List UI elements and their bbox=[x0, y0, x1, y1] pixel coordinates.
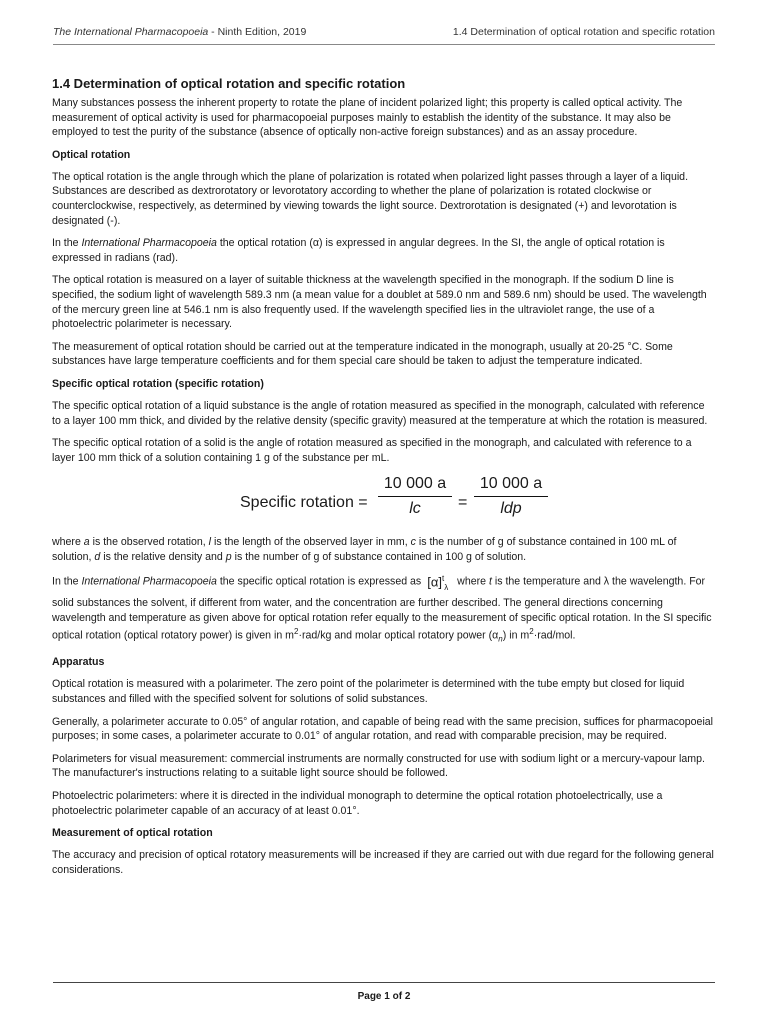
text-run: the specific optical rotation is expressed as bbox=[216, 575, 422, 588]
italic-run: International Pharmacopoeia bbox=[81, 575, 217, 588]
superscript: 2 bbox=[294, 627, 299, 637]
formula-denominator: ldp bbox=[500, 500, 522, 518]
footer-divider bbox=[53, 982, 715, 983]
heading-optical-rotation: Optical rotation bbox=[52, 148, 131, 161]
header-edition: - Ninth Edition, 2019 bbox=[208, 26, 307, 38]
symbol-subscript: λ bbox=[444, 583, 449, 593]
formula-denominator: lc bbox=[409, 500, 421, 518]
formula-fraction-2 bbox=[474, 474, 548, 519]
apparatus-p4: Photoelectric polarimeters: where it is directed in the individual monograph to determine the optical rotation photoelectrically, use a photoelectric polarimeter capable of an accuracy of at least 0.01°. bbox=[52, 789, 663, 817]
header-left bbox=[53, 26, 306, 38]
measurement-p1: The accuracy and precision of optical rotatory measurements will be increased if they are carried out with due regard for the following general considerations. bbox=[52, 849, 714, 876]
optical-rotation-p2 bbox=[52, 236, 716, 265]
variable-l: l bbox=[208, 536, 212, 549]
text-run: In the bbox=[52, 575, 82, 588]
subscript-n: n bbox=[498, 634, 503, 644]
apparatus-p1: Optical rotation is measured with a polarimeter. The zero point of the polarimeter is determined with the tube empty but closed for liquid substances and filled with the specified solvent for solutions of solid substances. bbox=[52, 678, 685, 705]
optical-rotation-p4: The measurement of optical rotation should be carried out at the temperature indicated in the monograph, usually at 20-25 °C. Some substances have large temperature coefficients and for them special care should be taken to adjust the temperature indicated. bbox=[52, 340, 673, 368]
heading-measurement: Measurement of optical rotation bbox=[52, 827, 213, 840]
specific-rotation-p1: The specific optical rotation of a liquid substance is the angle of rotation measured as specified in the monograph, calculated with reference to a layer 100 mm thick, and divided by the relative density (specific gravity) measured at the temperature at which the rotation is measured. bbox=[52, 399, 708, 427]
text-run: ) in m bbox=[502, 629, 530, 642]
formula-fraction-1 bbox=[378, 474, 452, 519]
heading-apparatus: Apparatus bbox=[52, 656, 105, 669]
formula-numerator: 10 000 a bbox=[474, 474, 548, 497]
formula-definitions bbox=[52, 535, 716, 564]
apparatus-p2: Generally, a polarimeter accurate to 0.05° of angular rotation, and capable of being read with the same precision, suffices for pharmacopoeial purposes; in some cases, a polarimeter accurate to 0.01° of angular rotation, and read with comparable precision, may be required. bbox=[52, 715, 714, 743]
variable-p: p bbox=[225, 550, 232, 563]
symbol-bracket-alpha: [α] bbox=[427, 574, 442, 590]
page-header bbox=[53, 26, 715, 46]
specific-rotation-symbol bbox=[421, 572, 454, 596]
optical-rotation-p1: The optical rotation is the angle through which the plane of polarization is rotated when polarized light passes through a layer of a liquid. Substances are described as dextrorotatory or levorotatory according to whether the plane of polarization is rotated clockwise or counterclockwise, respectively, as determined by viewing towards the light source. Dextrorotation is designated (+) and levorotation is designated (-). bbox=[52, 170, 689, 227]
text-run: is the observed rotation, bbox=[89, 536, 209, 549]
text-run: where bbox=[454, 575, 489, 588]
superscript: 2 bbox=[529, 627, 534, 637]
italic-run: International Pharmacopoeia bbox=[81, 237, 217, 250]
variable-d: d bbox=[94, 550, 101, 563]
text-run: In the bbox=[52, 237, 82, 250]
section-title: 1.4 Determination of optical rotation and specific rotation bbox=[52, 76, 406, 91]
page-number: Page 1 of 2 bbox=[357, 991, 411, 1002]
text-run: where bbox=[52, 536, 84, 549]
document-body bbox=[52, 76, 716, 885]
header-divider bbox=[53, 44, 715, 45]
variable-c: c bbox=[410, 536, 416, 549]
text-run: is the length of the observed layer in mm, bbox=[211, 536, 411, 549]
text-run: is the relative density and bbox=[100, 550, 226, 563]
optical-rotation-p3: The optical rotation is measured on a layer of suitable thickness at the wavelength specified in the monograph. If the sodium D line is specified, the sodium light of wavelength 589.3 nm (a mean value for a doublet at 589.0 nm and 589.6 nm) should be used. The wavelength of the mercury green line at 546.1 nm is also frequently used. If the wavelength specified lies in the ultraviolet range, the use of a photoelectric polarimeter is necessary. bbox=[52, 274, 707, 331]
intro-paragraph: Many substances possess the inherent property to rotate the plane of incident polarized light; this property is called optical activity. The measurement of optical activity is used for pharmacopoeial purposes mainly to establish the identity of the substance. It may also be employed to test the purity of the substance (absence of optically non-active foreign substances) and as an assay procedure. bbox=[52, 97, 683, 139]
formula-equals: = bbox=[458, 494, 468, 512]
text-run: ·rad/mol. bbox=[533, 629, 576, 642]
formula-lhs: Specific rotation = bbox=[240, 494, 368, 512]
heading-specific-rotation: Specific optical rotation (specific rotation) bbox=[52, 377, 264, 390]
specific-rotation-p2: The specific optical rotation of a solid is the angle of rotation measured as specified in the monograph, and calculated with reference to a layer 100 mm thick of a solution containing 1 g of the substance per mL. bbox=[52, 437, 692, 464]
text-run: ·rad/kg and molar optical rotatory power (α bbox=[298, 629, 499, 642]
variable-a: a bbox=[83, 536, 90, 549]
symbol-superscript: t bbox=[441, 574, 445, 584]
specific-rotation-formula bbox=[52, 473, 716, 531]
text-run: the optical rotation (α) is expressed in angular degrees. In the SI, the angle of optical rotation is expressed in radians (rad). bbox=[52, 237, 665, 264]
apparatus-p3: Polarimeters for visual measurement: commercial instruments are normally constructed for use with sodium light or a mercury-vapour lamp. The manufacturer's instructions relating to a suitable light source should be followed. bbox=[52, 752, 705, 780]
header-publication-title: The International Pharmacopoeia bbox=[53, 26, 209, 38]
text-run: is the number of g of substance contained in 100 g of solution. bbox=[231, 550, 527, 563]
header-right: 1.4 Determination of optical rotation and specific rotation bbox=[452, 26, 715, 38]
text-run: is the temperature and λ the wavelength. For solid substances the solvent, if different from water, and the concentration are further described. The general directions concerning wavelength and temperature as given above for optical rotation refer equally to the measurement of specific optical rotation. In the SI specific optical rotation (optical rotatory power) is given in m bbox=[52, 575, 712, 642]
specific-rotation-p3 bbox=[52, 572, 716, 647]
formula-numerator: 10 000 a bbox=[378, 474, 452, 497]
variable-t: t bbox=[488, 575, 492, 588]
text-run: is the number of g of substance contained in 100 mL of solution, bbox=[52, 536, 677, 563]
